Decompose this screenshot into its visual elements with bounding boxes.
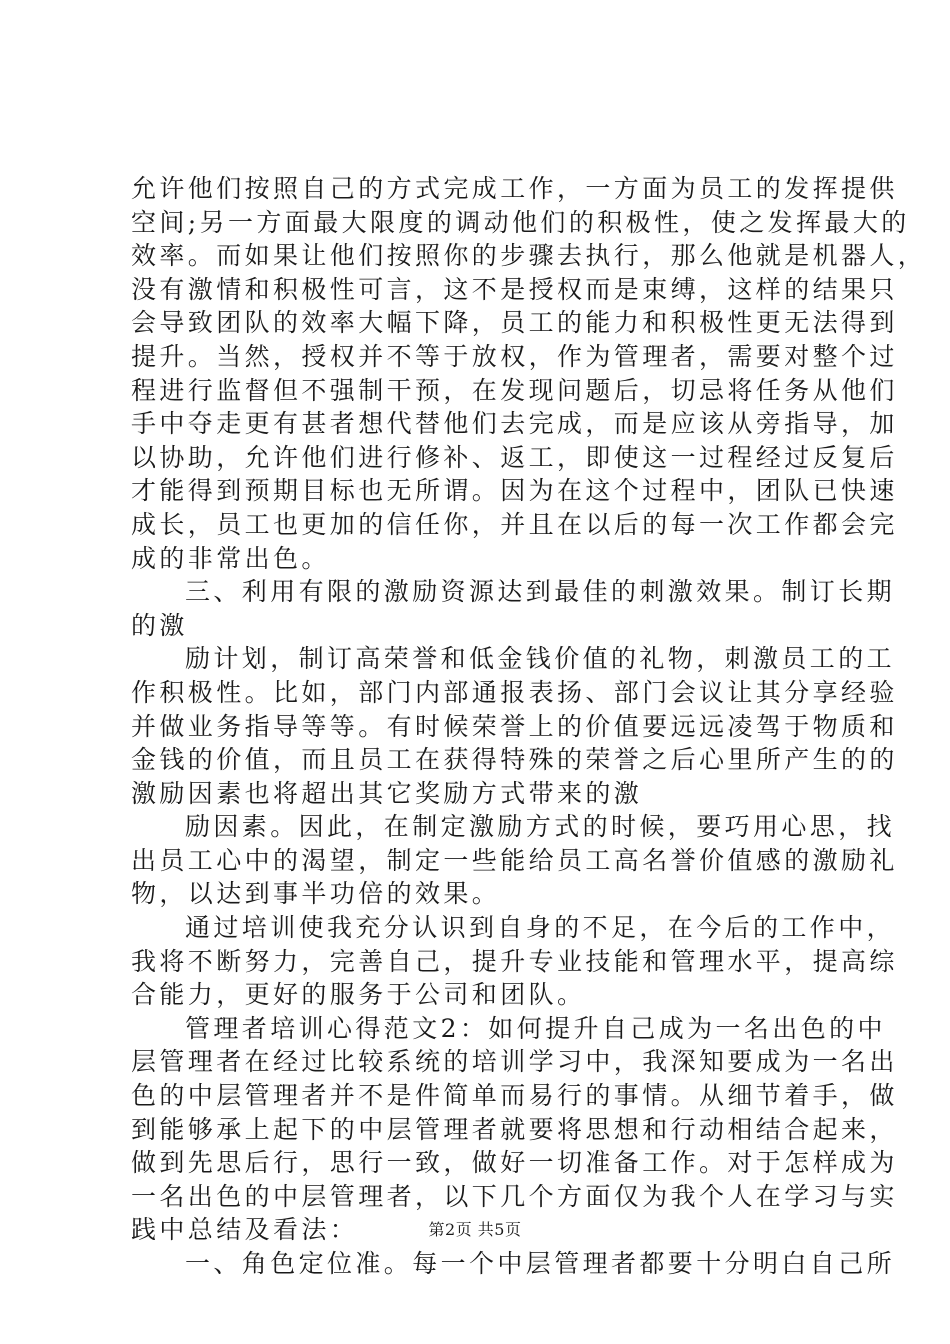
text-line: 效率。而如果让他们按照你的步骤去执行，那么他就是机器人， [131, 241, 927, 271]
text-line: 激励因素也将超出其它奖励方式带来的激 [131, 778, 643, 808]
section-heading-line: 三、利用有限的激励资源达到最佳的刺激效果。制订长期 [185, 577, 896, 607]
page-number: 第2页 共5页 [428, 1220, 522, 1239]
text-line: 金钱的价值，而且员工在获得特殊的荣誉之后心里所产生的的 [131, 745, 898, 775]
text-line: 通过培训使我充分认识到自身的不足，在今后的工作中， [185, 913, 896, 943]
text-line: 物，以达到事半功倍的效果。 [131, 879, 501, 909]
text-line: 合能力，更好的服务于公司和团队。 [131, 980, 586, 1010]
text-line: 成长，员工也更加的信任你，并且在以后的每一次工作都会完 [131, 509, 898, 539]
text-line: 以协助，允许他们进行修补、返工，即使这一过程经过反复后 [131, 442, 898, 472]
text-line: 做到先思后行，思行一致，做好一切准备工作。对于怎样成为 [131, 1148, 898, 1178]
text-line: 管理者培训心得范文2：如何提升自己成为一名出色的中 [185, 1013, 886, 1043]
text-line: 励因素。因此，在制定激励方式的时候，要巧用心思，找 [185, 812, 896, 842]
page-footer [0, 1220, 950, 1240]
text-line: 才能得到预期目标也无所谓。因为在这个过程中，团队已快速 [131, 476, 898, 506]
text-line: 允许他们按照自己的方式完成工作，一方面为员工的发挥提供 [131, 174, 898, 203]
text-line: 层管理者在经过比较系统的培训学习中，我深知要成为一名出 [131, 1047, 898, 1077]
text-line: 并做业务指导等等。有时候荣誉上的价值要远远凌驾于物质和 [131, 711, 898, 741]
text-line: 的激 [131, 610, 188, 640]
text-line: 一名出色的中层管理者，以下几个方面仅为我个人在学习与实 [131, 1181, 898, 1211]
text-line: 我将不断努力，完善自己，提升专业技能和管理水平，提高综 [131, 946, 898, 976]
text-line: 提升。当然，授权并不等于放权，作为管理者，需要对整个过 [131, 341, 898, 371]
text-line: 会导致团队的效率大幅下降，员工的能力和积极性更无法得到 [131, 308, 898, 338]
text-line: 到能够承上起下的中层管理者就要将思想和行动相结合起来， [131, 1114, 898, 1144]
text-line: 手中夺走更有甚者想代替他们去完成，而是应该从旁指导，加 [131, 409, 898, 439]
body-text [131, 172, 927, 1281]
text-line: 出员工心中的渴望，制定一些能给员工高名誉价值感的激励礼 [131, 845, 898, 875]
text-line: 色的中层管理者并不是件简单而易行的事情。从细节着手，做 [131, 1081, 898, 1111]
section-heading-line: 一、角色定位准。每一个中层管理者都要十分明白自己所 [185, 1249, 896, 1278]
text-line: 没有激情和积极性可言，这不是授权而是束缚，这样的结果只 [131, 274, 898, 304]
text-line: 励计划，制订高荣誉和低金钱价值的礼物，刺激员工的工 [185, 644, 896, 674]
text-line: 程进行监督但不强制干预，在发现问题后，切忌将任务从他们 [131, 375, 898, 405]
text-line: 践中总结及看法： [131, 1215, 359, 1245]
text-line: 成的非常出色。 [131, 543, 330, 573]
text-line: 空间;另一方面最大限度的调动他们的积极性，使之发挥最大的 [131, 207, 910, 237]
text-line: 作积极性。比如，部门内部通报表扬、部门会议让其分享经验 [131, 677, 898, 707]
